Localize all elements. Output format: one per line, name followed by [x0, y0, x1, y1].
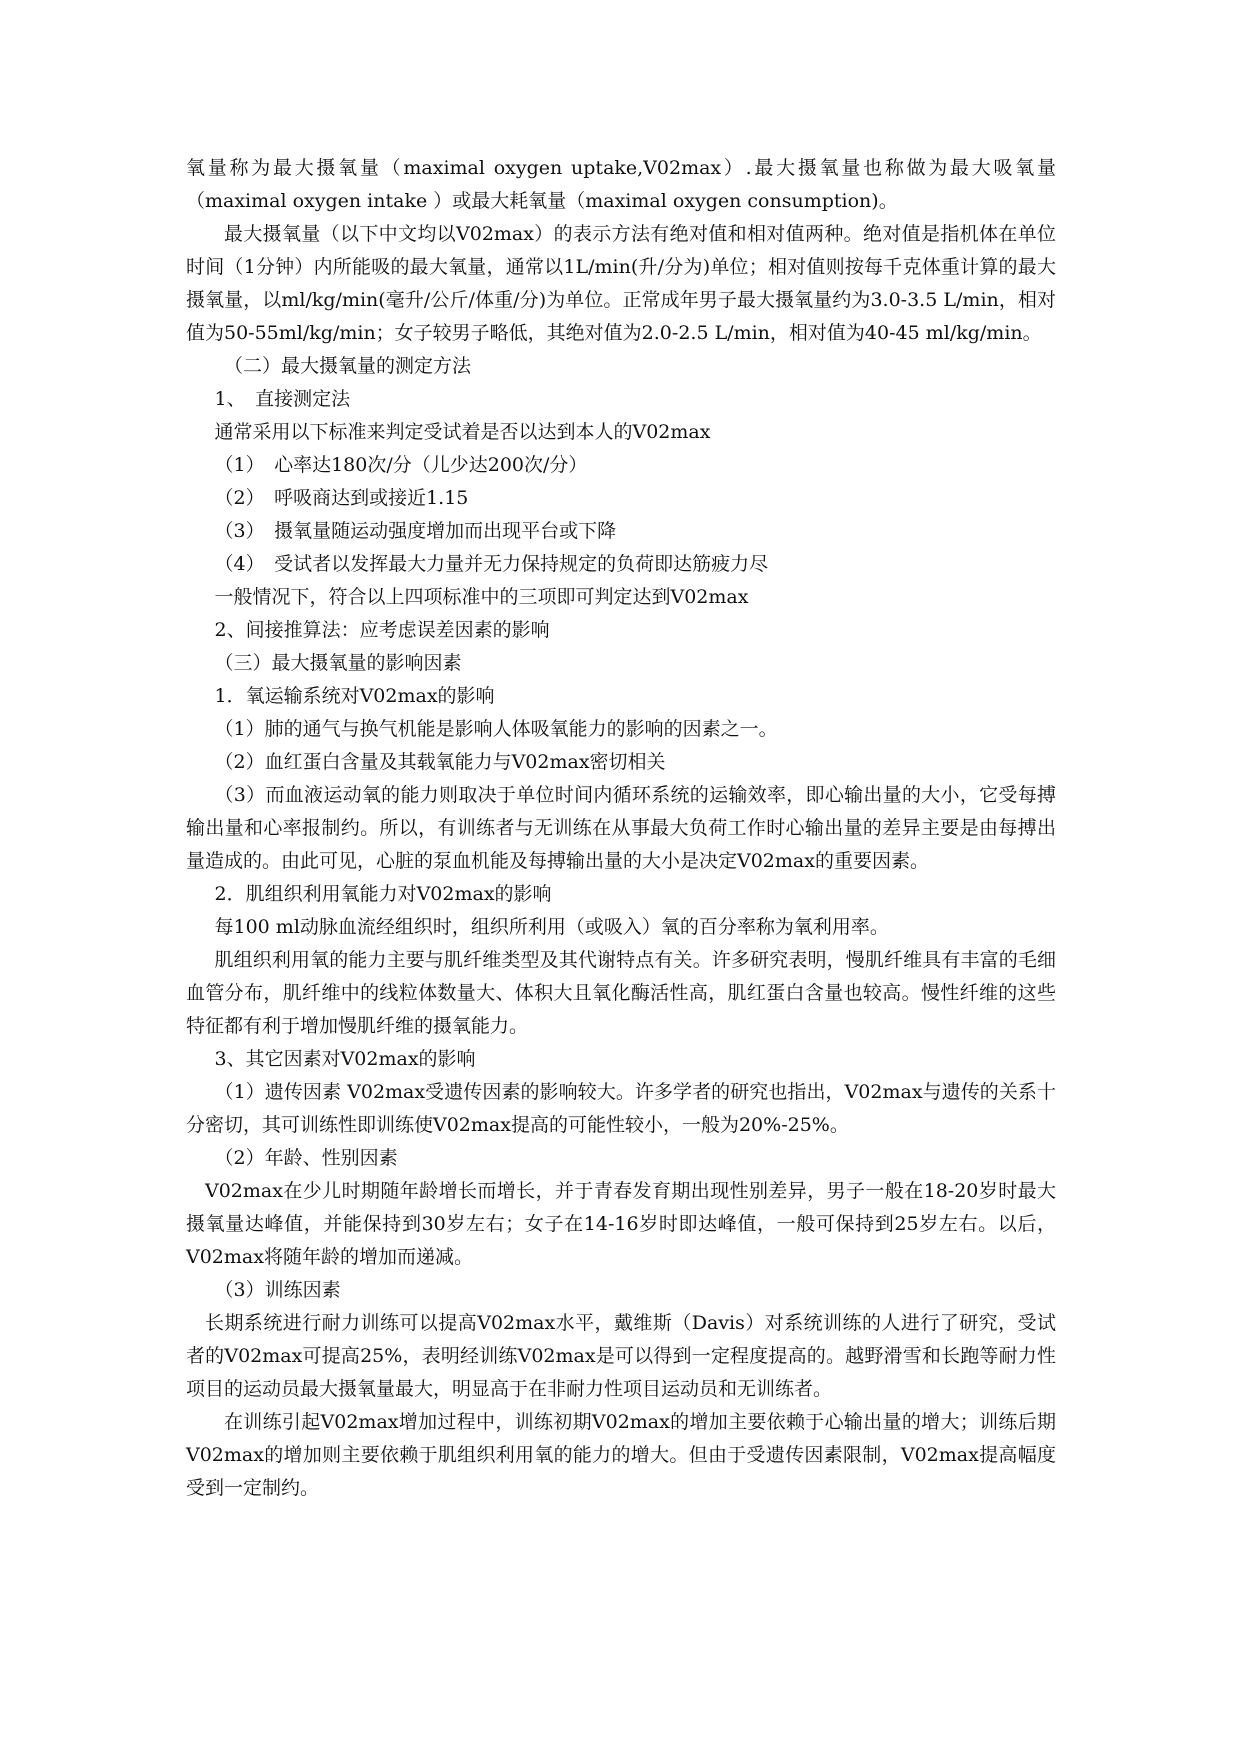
document-body — [186, 152, 1056, 1505]
criterion-item-3: （3） 摄氧量随运动强度增加而出现平台或下降 — [214, 520, 617, 542]
criteria-intro: 通常采用以下标准来判定受试着是否以达到本人的V02max — [214, 421, 711, 443]
factor-item-cardiac-output: （3）而血液运动氧的能力则取决于单位时间内循环系统的运输效率，即心输出量的大小，它受每搏输出量和心率报制约。所以，有训练者与无训练在从事最大负荷工作时心输出量的差异主要是由每搏出量造成的。由此可见，心脏的泵血机能及每搏输出量的大小是决定V02max的重要因素。 — [186, 784, 1056, 872]
paragraph-expression-method: 最大摄氧量（以下中文均以V02max）的表示方法有绝对值和相对值两种。绝对值是指机体在单位时间（1分钟）内所能吸的最大氧量，通常以1L/min(升/分为)单位；相对值则按每千克体重计算的最大摄氧量，以ml/kg/min(毫升/公斤/体重/分)为单位。正常成年男子最大摄氧量约为3.0-3.5 L/min，相对值为50-55ml/kg/min；女子较男子略低，其绝对值为2.0-2.5 L/min，相对值为40-45 ml/kg/min。 — [186, 223, 1056, 344]
criteria-conclusion: 一般情况下，符合以上四项标准中的三项即可判定达到V02max — [214, 586, 749, 608]
factor-heading-other: 3、其它因素对V02max的影响 — [214, 1048, 476, 1070]
factor-heading-oxygen-transport: 1．氧运输系统对V02max的影响 — [214, 685, 495, 707]
paragraph-training-phases: 在训练引起V02max增加过程中，训练初期V02max的增加主要依赖于心输出量的增大；训练后期V02max的增加则主要依赖于肌组织利用氧的能力的增大。但由于受遗传因素限制，V02max提高幅度受到一定制约。 — [186, 1411, 1056, 1499]
paragraph-training: 长期系统进行耐力训练可以提高V02max水平，戴维斯（Davis）对系统训练的人进行了研究，受试者的V02max可提高25%，表明经训练V02max是可以得到一定程度提高的。越野滑雪和长跑等耐力性项目的运动员最大摄氧量最大，明显高于在非耐力性项目运动员和无训练者。 — [186, 1312, 1056, 1400]
factor-heading-muscle: 2．肌组织利用氧能力对V02max的影响 — [214, 883, 552, 905]
subsection-indirect-method: 2、间接推算法：应考虑误差因素的影响 — [214, 619, 550, 641]
criterion-item-2: （2） 呼吸商达到或接近1.15 — [214, 487, 469, 509]
criterion-item-1: （1） 心率达180次/分（儿少达200次/分） — [214, 454, 588, 476]
factor-item-age-sex: （2）年龄、性别因素 — [214, 1147, 398, 1169]
paragraph-definition: 氧量称为最大摄氧量（maximal oxygen uptake,V02max）.最大摄氧量也称做为最大吸氧量（maximal oxygen intake ）或最大耗氧量（maximal oxygen consumption)。 — [186, 157, 1056, 212]
subsection-direct-method: 1、 直接测定法 — [214, 388, 351, 410]
paragraph-age-sex: V02max在少儿时期随年龄增长而增长，并于青春发育期出现性别差异，男子一般在18-20岁时最大摄氧量达峰值，并能保持到30岁左右；女子在14-16岁时即达峰值，一般可保持到25岁左右。以后，V02max将随年龄的增加而递减。 — [186, 1180, 1056, 1268]
section-heading-measurement: （二）最大摄氧量的测定方法 — [224, 355, 472, 377]
criterion-item-4: （4） 受试者以发挥最大力量并无力保持规定的负荷即达筋疲力尽 — [214, 553, 769, 575]
section-heading-factors: （三）最大摄氧量的影响因素 — [214, 652, 462, 674]
factor-item-hemoglobin: （2）血红蛋白含量及其载氧能力与V02max密切相关 — [214, 751, 666, 773]
paragraph-muscle-fiber: 肌组织利用氧的能力主要与肌纤维类型及其代谢特点有关。许多研究表明，慢肌纤维具有丰富的毛细血管分布，肌纤维中的线粒体数量大、体积大且氧化酶活性高，肌红蛋白含量也较高。慢性纤维的这些特征都有利于增加慢肌纤维的摄氧能力。 — [186, 949, 1056, 1037]
factor-item-genetics: （1）遗传因素 V02max受遗传因素的影响较大。许多学者的研究也指出，V02max与遗传的关系十分密切，其可训练性即训练使V02max提高的可能性较小，一般为20%-25%。 — [186, 1081, 1056, 1136]
factor-item-lung: （1）肺的通气与换气机能是影响人体吸氧能力的影响的因素之一。 — [214, 718, 778, 740]
paragraph-oxygen-utilization: 每100 ml动脉血流经组织时，组织所利用（或吸入）氧的百分率称为氧利用率。 — [214, 916, 889, 938]
factor-item-training: （3）训练因素 — [214, 1279, 341, 1301]
